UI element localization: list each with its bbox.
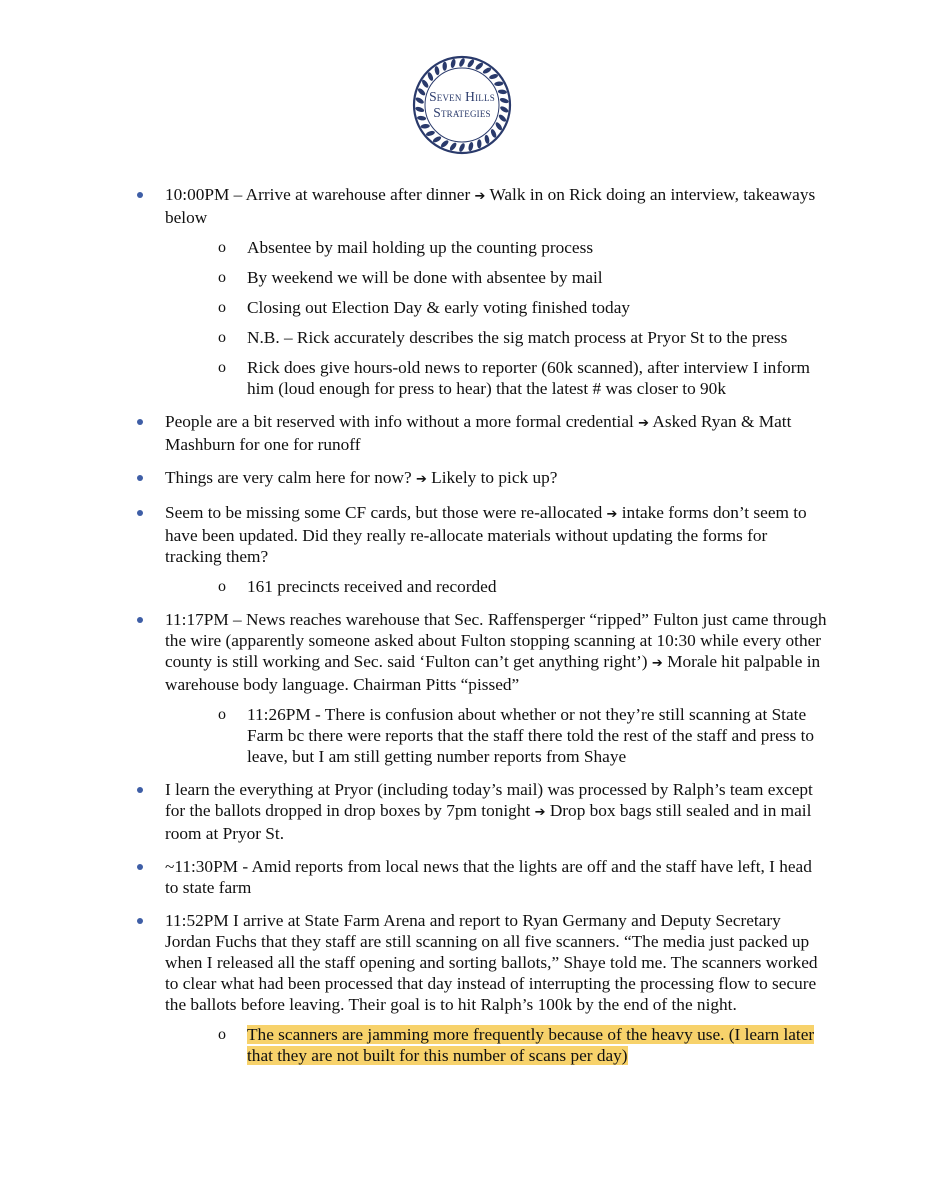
bullet-item: 10:00PM – Arrive at warehouse after dinner ➔ Walk in on Rick doing an interview, takeaways below bbox=[165, 184, 827, 228]
hollow-bullet-icon: o bbox=[218, 359, 226, 376]
right-arrow-icon: ➔ bbox=[415, 472, 427, 487]
bullet-item: 11:17PM – News reaches warehouse that Sec. Raffensperger “ripped” Fulton just came through the wire (apparently someone asked about Fulton stopping scanning at 10:30 while every other county is still working and Sec. said ‘Fulton can’t get anything right’) ➔ Morale hit palpable in warehouse body language. Chairman Pitts “pissed” bbox=[165, 609, 827, 695]
sub-bullet-item: o Closing out Election Day & early voting finished today bbox=[218, 298, 631, 317]
highlighted-note: The scanners are jamming more frequently because of the heavy use. (I learn later that they are not built for this number of scans per day) bbox=[247, 1025, 815, 1065]
bullet-item: Things are very calm here for now? ➔ Likely to pick up? bbox=[165, 467, 827, 490]
bullet-icon bbox=[137, 864, 143, 870]
sub-bullet-item bbox=[218, 1024, 827, 1066]
hollow-bullet-icon: o bbox=[218, 269, 226, 286]
time-label: 10:00PM bbox=[165, 185, 230, 204]
hollow-bullet-icon: o bbox=[218, 329, 226, 346]
sub-bullet-item: o By weekend we will be done with absentee by mail bbox=[218, 268, 603, 287]
logo-text bbox=[411, 54, 513, 156]
bullet-item: ~11:30PM - Amid reports from local news that the lights are off and the staff have left, I head to state farm bbox=[165, 856, 827, 898]
bullet-icon bbox=[137, 419, 143, 425]
bullet-icon bbox=[137, 617, 143, 623]
hollow-bullet-icon: o bbox=[218, 239, 226, 256]
memo-body bbox=[0, 184, 927, 1066]
logo-line-2: Strategies bbox=[433, 105, 491, 120]
right-arrow-icon: ➔ bbox=[638, 416, 650, 431]
right-arrow-icon: ➔ bbox=[606, 507, 618, 522]
sub-bullet-item: o Rick does give hours-old news to reporter (60k scanned), after interview I inform him (loud enough for press to hear) that the latest # was closer to 90k bbox=[218, 358, 810, 398]
sub-bullet-item: o Absentee by mail holding up the counting process bbox=[218, 238, 594, 257]
bullet-item: 11:52PM I arrive at State Farm Arena and report to Ryan Germany and Deputy Secretary Jordan Fuchs that they staff are still scanning on all five scanners. “The media just packed up when I released all the staff opening and sorting ballots,” Shaye told me. The scanners worked to clear what had been processed that day instead of interrupting the processing flow to secure the ballots before leaving. Their goal is to hit Ralph’s 100k by the end of the night. bbox=[165, 910, 827, 1015]
bullet-item: I learn the everything at Pryor (including today’s mail) was processed by Ralph’s team except for the ballots dropped in drop boxes by 7pm tonight ➔ Drop box bags still sealed and in mail room at Pryor St. bbox=[165, 779, 827, 844]
sub-bullet-item: o N.B. – Rick accurately describes the sig match process at Pryor St to the press bbox=[218, 328, 788, 347]
right-arrow-icon: ➔ bbox=[651, 656, 663, 671]
bullet-item: Seem to be missing some CF cards, but those were re-allocated ➔ intake forms don’t seem to have been updated. Did they really re-allocate materials without updating the forms for tracking them? bbox=[165, 502, 827, 567]
right-arrow-icon: ➔ bbox=[474, 189, 486, 204]
bullet-icon bbox=[137, 918, 143, 924]
right-arrow-icon: ➔ bbox=[534, 805, 546, 820]
hollow-bullet-icon: o bbox=[218, 299, 226, 316]
hollow-bullet-icon: o bbox=[218, 1026, 226, 1043]
bullet-icon bbox=[137, 192, 143, 198]
sub-bullet-item: o 11:26PM - There is confusion about whether or not they’re still scanning at State Farm bc there were reports that the staff there told the rest of the staff and press to leave, but I am still getting number reports from Shaye bbox=[218, 705, 815, 766]
hollow-bullet-icon: o bbox=[218, 578, 226, 595]
seven-hills-logo bbox=[411, 54, 513, 156]
bullet-icon bbox=[137, 510, 143, 516]
bullet-icon bbox=[137, 475, 143, 481]
sub-bullet-item: o 161 precincts received and recorded bbox=[218, 577, 497, 596]
bullet-icon bbox=[137, 787, 143, 793]
logo-line-1: Seven Hills bbox=[429, 89, 495, 104]
bullet-item: People are a bit reserved with info without a more formal credential ➔ Asked Ryan & Matt Mashburn for one for runoff bbox=[165, 411, 827, 455]
hollow-bullet-icon: o bbox=[218, 706, 226, 723]
